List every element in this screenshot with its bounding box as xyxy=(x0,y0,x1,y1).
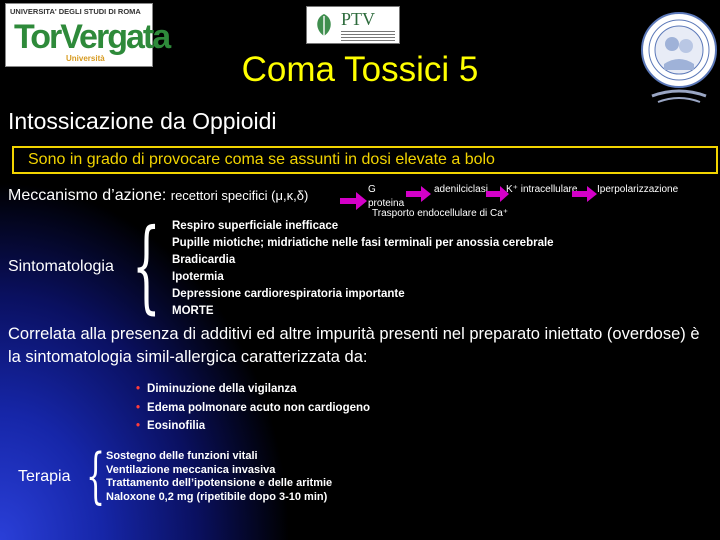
list-item: Bradicardia xyxy=(172,254,236,266)
intro-banner: Sono in grado di provocare coma se assunti in dosi elevate a bolo xyxy=(12,146,718,174)
list-item: • Edema polmonare acuto non cardiogeno xyxy=(136,401,371,414)
sintomatologia-list xyxy=(172,218,554,320)
list-item: Depressione cardiorespiratoria importante xyxy=(172,288,405,300)
logo-torvergata-text: TorVergata xyxy=(14,18,170,56)
proteina-label: proteina xyxy=(368,198,405,209)
sintomatologia-label: Sintomatologia xyxy=(8,258,114,275)
mechanism-label: Meccanismo d’azione: xyxy=(8,187,167,204)
logo-universita-text: Università xyxy=(66,54,105,63)
mechanism-detail: recettori specifici (μ,κ,δ) xyxy=(170,188,309,203)
list-item: • Diminuzione della vigilanza xyxy=(136,383,297,395)
trasporto-label: Trasporto endocellulare di Ca⁺ xyxy=(372,208,509,219)
list-item: • Eosinofilia xyxy=(136,420,206,432)
slide-subtitle: Intossicazione da Oppioidi xyxy=(8,108,277,134)
bullet-icon: • xyxy=(136,383,141,395)
leaf-icon xyxy=(313,12,335,38)
brace-icon: { xyxy=(86,441,106,511)
list-item: MORTE xyxy=(172,305,214,317)
g-label: G xyxy=(368,184,376,195)
bullet-icon: • xyxy=(136,420,141,432)
arrow-icon xyxy=(340,190,368,212)
list-item: Trattamento dell’ipotensione e delle aritmie xyxy=(106,477,333,489)
ptv-logo-text: PTV xyxy=(341,9,376,29)
list-item: Respiro superficiale inefficace xyxy=(172,220,339,232)
mechanism-text xyxy=(8,187,308,205)
terapia-label: Terapia xyxy=(18,468,71,485)
allergic-paragraph: Correlata alla presenza di additivi ed altre impurità presenti nel preparato iniettato (overdose) è la sintomatologia simil-allergica caratterizzata da: xyxy=(8,325,700,366)
iperpolarizzazione-label: Iperpolarizzazione xyxy=(597,184,679,195)
list-item: Ventilazione meccanica invasiva xyxy=(106,463,276,476)
list-item: Sostegno delle funzioni vitali xyxy=(106,450,258,462)
arrow-icon xyxy=(572,186,598,202)
list-item: Pupille miotiche; midriatiche nelle fasi terminali per anossia cerebrale xyxy=(172,237,554,249)
bullet-icon: • xyxy=(136,401,141,414)
terapia-list xyxy=(106,450,332,504)
logo-fine-print xyxy=(341,31,395,41)
logo-university-text: UNIVERSITA' DEGLI STUDI DI ROMA xyxy=(10,7,141,16)
allergic-bullets xyxy=(136,380,370,436)
list-item: Naloxone 0,2 mg (ripetibile dopo 3-10 min) xyxy=(106,490,328,503)
brace-icon: { xyxy=(132,207,161,324)
adenilciclasi-label: adenilciclasi xyxy=(434,184,488,195)
arrow-icon xyxy=(406,186,432,202)
ptv-logo xyxy=(306,6,400,44)
list-item: Ipotermia xyxy=(172,271,224,283)
slide-title: Coma Tossici 5 xyxy=(241,50,479,89)
potassium-label: K⁺ intracellulare xyxy=(506,184,578,195)
